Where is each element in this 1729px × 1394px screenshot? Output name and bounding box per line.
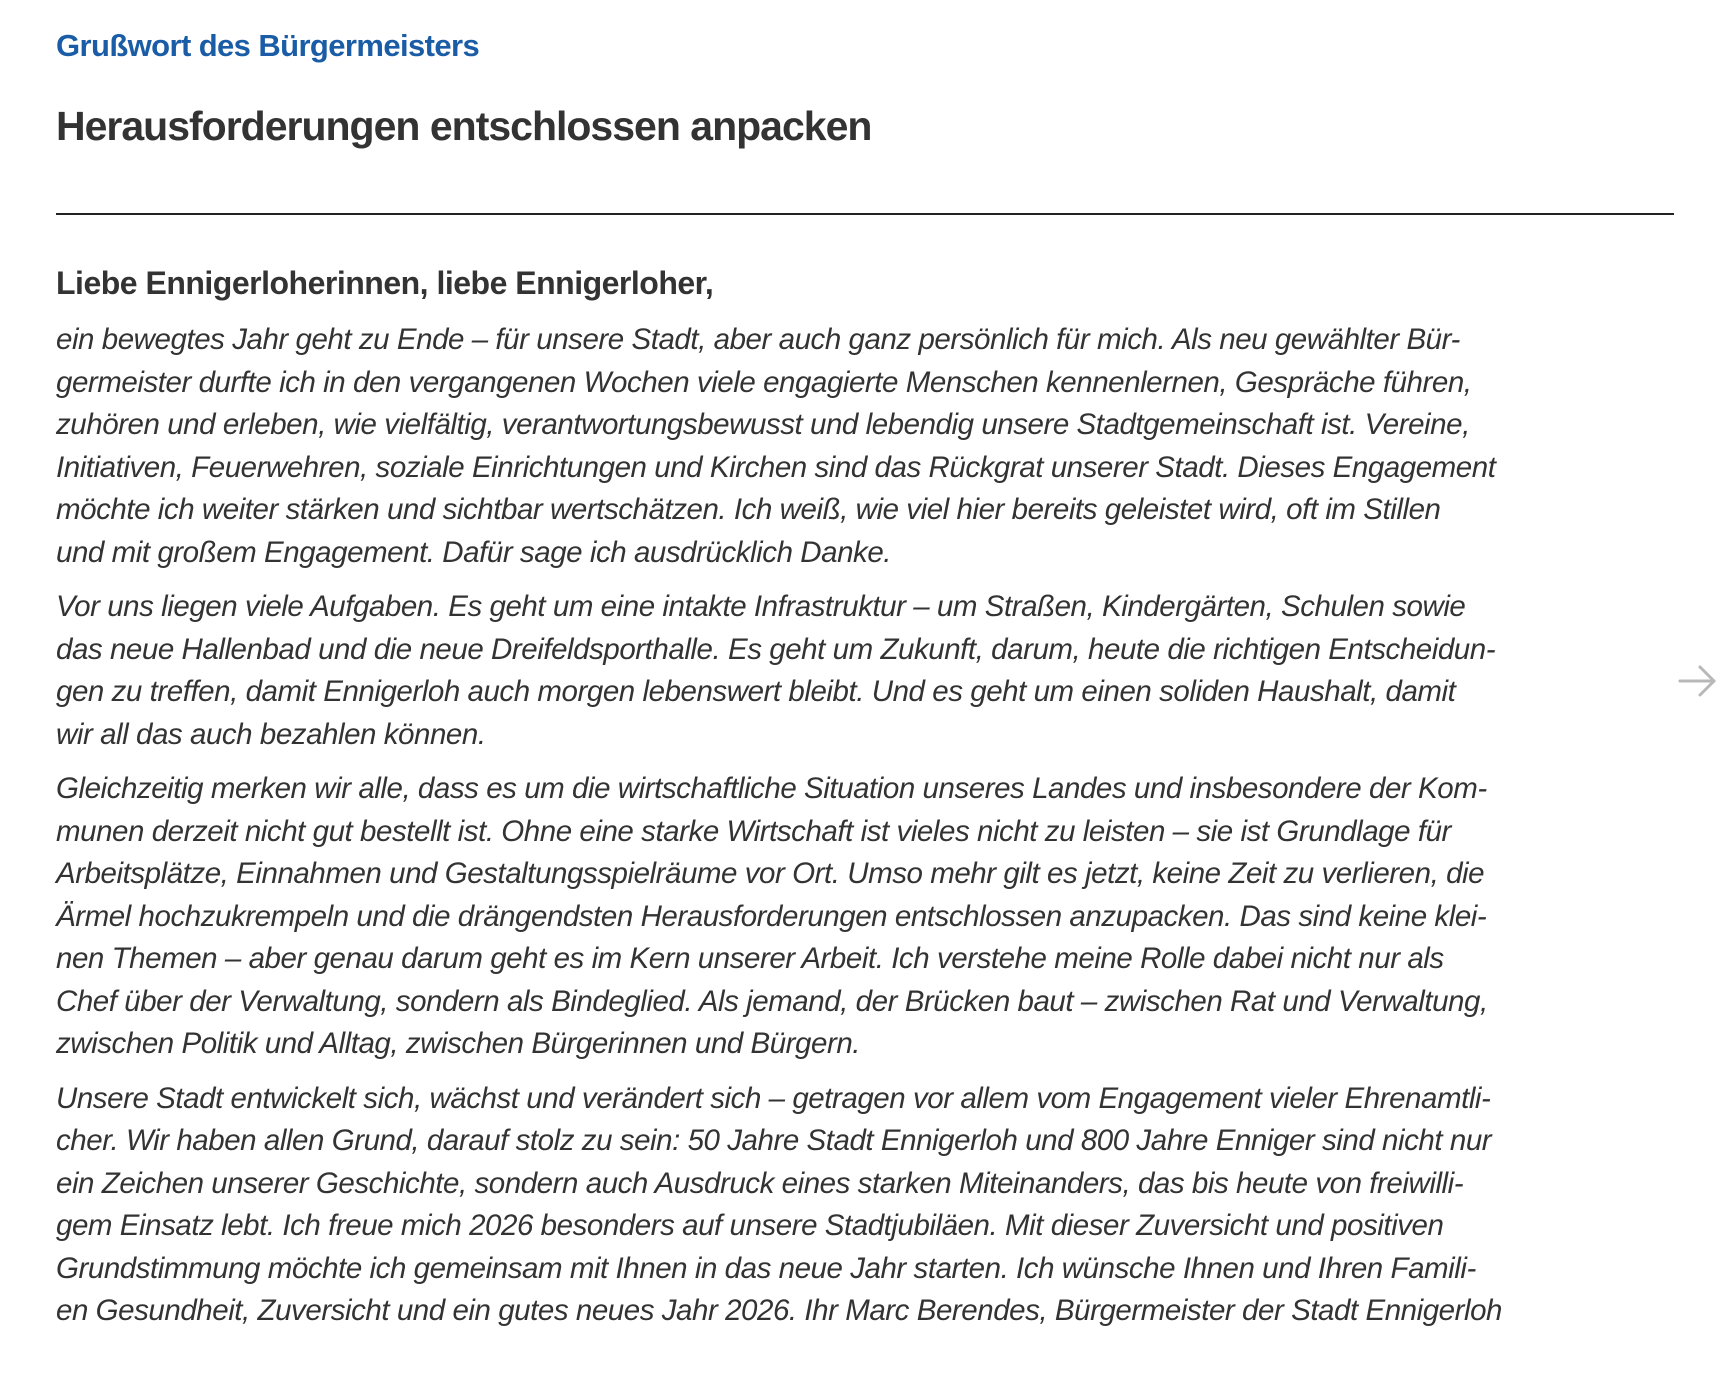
- text-line: und mit großem Engagement. Dafür sage ich ausdrücklich Danke.: [56, 535, 892, 569]
- text-line: en Gesundheit, Zuversicht und ein gutes neues Jahr 2026. Ihr Marc Berendes, Bürgermeister der Stadt Ennigerloh: [56, 1294, 1503, 1327]
- text-line: ein bewegtes Jahr geht zu Ende – für unsere Stadt, aber auch ganz persönlich für mich. Als neu gewählter Bür-: [56, 323, 1460, 356]
- paragraph-2: [56, 586, 1674, 756]
- text-line: möchte ich weiter stärken und sichtbar wertschätzen. Ich weiß, wie viel hier bereits geleistet wird, oft im Stillen: [56, 493, 1441, 526]
- text-line: germeister durfte ich in den vergangenen Wochen viele engagierte Menschen kennenlernen, Gespräche führen,: [56, 365, 1472, 399]
- text-line: ein Zeichen unserer Geschichte, sondern auch Ausdruck eines starken Miteinanders, das bis heute von freiwilli-: [56, 1166, 1464, 1200]
- article-kicker: Grußwort des Bürgermeisters: [56, 28, 480, 63]
- text-line: Gleichzeitig merken wir alle, dass es um die wirtschaftliche Situation unseres Landes und insbesondere der Kom-: [56, 772, 1487, 805]
- text-line: Vor uns liegen viele Aufgaben. Es geht um eine intakte Infrastruktur – um Straßen, Kindergärten, Schulen sowie: [56, 590, 1466, 623]
- text-line: Unsere Stadt entwickelt sich, wächst und verändert sich – getragen vor allem vom Engagement vieler Ehrenamtli-: [56, 1081, 1491, 1115]
- text-line: wir all das auch bezahlen können.: [56, 717, 486, 751]
- text-line: munen derzeit nicht gut bestellt ist. Ohne eine starke Wirtschaft ist vieles nicht zu leisten – sie ist Grundlage für: [56, 814, 1451, 848]
- paragraph-1: [56, 319, 1674, 574]
- paragraph-3: [56, 768, 1674, 1066]
- text-line: gem Einsatz lebt. Ich freue mich 2026 besonders auf unsere Stadtjubiläen. Mit dieser Zuversicht und positiven: [56, 1209, 1444, 1242]
- article-title: Herausforderungen entschlossen anpacken: [56, 103, 872, 149]
- text-line: zuhören und erleben, wie vielfältig, verantwortungsbewusst und lebendig unsere Stadtgemeinschaft ist. Vereine,: [56, 408, 1470, 441]
- text-line: gen zu treffen, damit Ennigerloh auch morgen lebenswert bleibt. Und es geht um einen soliden Haushalt, damit: [56, 675, 1456, 708]
- next-button[interactable]: [1676, 659, 1720, 703]
- text-line: zwischen Politik und Alltag, zwischen Bürgerinnen und Bürgern.: [56, 1027, 861, 1060]
- paragraph-4: [56, 1078, 1674, 1333]
- text-line: das neue Hallenbad und die neue Dreifeldsporthalle. Es geht um Zukunft, darum, heute die richtigen Entscheidun-: [56, 632, 1496, 666]
- text-line: Ärmel hochzukrempeln und die drängendsten Herausforderungen entschlossen anzupacken. Das sind keine klei-: [56, 899, 1487, 933]
- text-line: cher. Wir haben allen Grund, darauf stolz zu sein: 50 Jahre Stadt Ennigerloh und 800 Jahre Enniger sind nicht nur: [56, 1124, 1492, 1157]
- arrow-right-icon: [1676, 659, 1720, 703]
- article-body: [56, 319, 1674, 1345]
- text-line: Chef über der Verwaltung, sondern als Bindeglied. Als jemand, der Brücken baut – zwischen Rat und Verwaltung,: [56, 984, 1488, 1018]
- text-line: Initiativen, Feuerwehren, soziale Einrichtungen und Kirchen sind das Rückgrat unserer Stadt. Dieses Engagement: [56, 450, 1496, 484]
- text-line: Arbeitsplätze, Einnahmen und Gestaltungsspielräume vor Ort. Umso mehr gilt es jetzt, keine Zeit zu verlieren, die: [56, 857, 1485, 890]
- salutation: Liebe Ennigerloherinnen, liebe Ennigerloher,: [56, 265, 714, 301]
- text-line: Grundstimmung möchte ich gemeinsam mit Ihnen in das neue Jahr starten. Ich wünsche Ihnen und Ihren Famili-: [56, 1251, 1476, 1285]
- divider: [56, 213, 1674, 215]
- text-line: nen Themen – aber genau darum geht es im Kern unserer Arbeit. Ich verstehe meine Rolle dabei nicht nur als: [56, 942, 1444, 975]
